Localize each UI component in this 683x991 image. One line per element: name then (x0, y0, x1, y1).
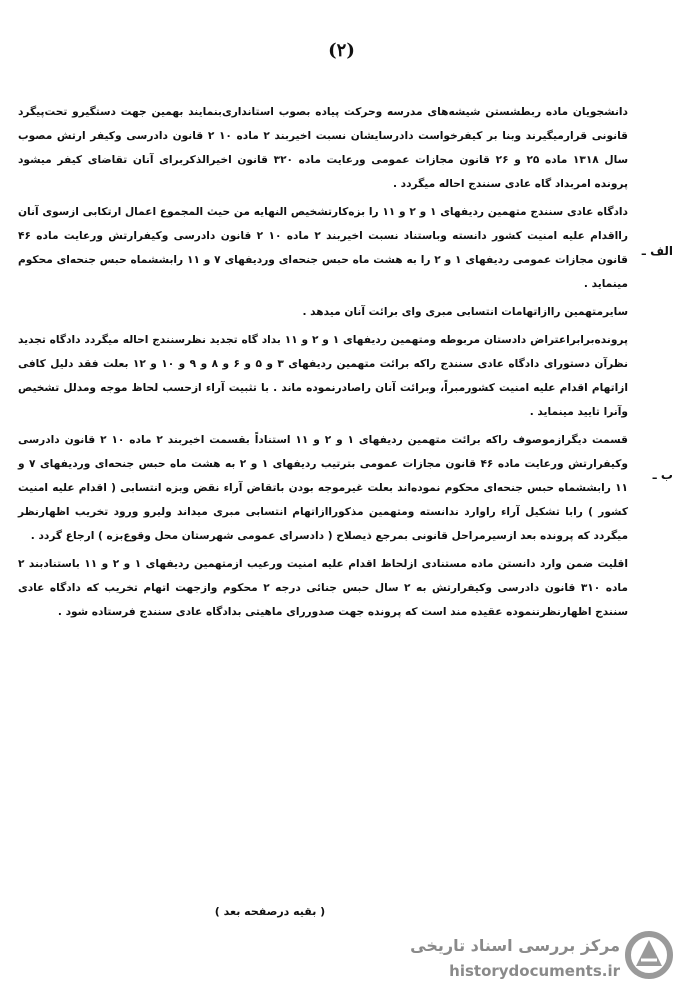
page-number: (۲) (328, 40, 355, 61)
document-body (18, 100, 628, 628)
paragraph-1: دانشجویان ماده ربطشستن شیشه‌های مدرسه وحرکت پیاده بصوب استانداری‌بنمایند بهمین جهت دستگیرو تحت‌پیگرد قانونی قرارمیگیرند وبنا بر کیفرخواست دادرسایشان نسبت اخیربند ۲ ماده ۱۰ ۲ قانون دادرسی وکیفر ارتش مصوب سال ۱۳۱۸ ماده ۲۵ و ۲۶ قانون مجازات عمومی ورعایت ماده ۳۲۰ قانون اخیرالذکربرای آنان تقاضای کیفر میشود پرونده امربداد گاه عادی سنندج احاله میگردد . (18, 106, 629, 190)
paragraph-4: پرونده‌برابراعتراض دادستان مربوطه ومتهمین ردیفهای ۱ و ۲ و ۱۱ بداد گاه تجدید نظرسنندج احاله میگردد دادگاه تجدید نظرآن دستورای دادگاه عادی سنندج راکه برائت متهمین ردیفهای ۳ و ۵ و ۶ و ۸ و ۹ و ۱۰ و ۱۲ بعلت فقد دلیل کافی ازاتهام اقدام علیه امنیت کشورمبراً، وبرائت آنان راصادرنموده ماند . با تثبیت آراء ازحسب لحاظ موجه ومدلل تشخیص وآنرا تایید مینماید . (18, 334, 629, 418)
paragraph-5: قسمت دیگرازموصوف راکه برائت متهمین ردیفهای ۱ و ۲ و ۱۱ استناداً بقسمت اخیربند ۲ ماده ۱۰ ۲ قانون دادرسی وکیفرارتش ورعایت ماده ۴۶ قانون مجازات عمومی بترتیب ردیفهای ۱ و ۲ به هشت ماه حبس جنحه‌ای وردیفهای ۷ و ۱۱ رابششماه حبس جنحه‌ای محکوم نموده‌اند بعلت غیرموجه بودن باتقاض آراء نقض وبزه انتسابی ( اقدام علیه امنیت کشور ) رابا تشکیل آراء راوارد ندانسته ومتهمین مذکوراازاتهام انتسابی مبری میداند ولیرو ورود تخریب اظهارنظر میگردد که پرونده بعد ازسیرمراحل قانونی بمرجع ذیصلاح ( دادسرای عمومی شهرستان محل وقوع‌بزه ) ارجاع گردد . (18, 434, 628, 542)
section-label-alef: الف ـ (641, 244, 673, 258)
paragraph-6: اقلیت ضمن وارد دانستن ماده مستنادی ازلحاظ اقدام علیه امنیت ورعیب ازمتهمین ردیفهای ۱ و ۲ و ۱۱ باستنادبند ۲ ماده ۳۱۰ قانون دادرسی وکیفرارتش به ۲ سال حبس جنائی درجه ۲ محکوم وازجهت اتهام تخریب که دادگاه عادی سنندج اظهارنظرننموده عقیده مند است که پرونده جهت صدوررای ماهیتی بدادگاه عادی سنندج فرستاده شود . (18, 558, 628, 618)
watermark (398, 928, 680, 988)
section-label-be: ب ـ (652, 468, 673, 482)
paragraph-3: سایرمتهمین راازاتهامات انتسابی مبری وای برائت آنان میدهد . (302, 306, 628, 318)
archive-logo-icon (624, 930, 674, 980)
paragraph-2: دادگاه عادی سنندج متهمین ردیفهای ۱ و ۲ و ۱۱ را بزه‌کارتشخیص النهایه من حیث المجموع اعمال ارتکابی ازسوی آنان رااقدام علیه امنیت کشور دانسته وباستناد نسبت اخیربند ۲ ماده ۱۰ ۲ قانون دادرسی وکیفرارتش ورعایت ماده ۴۶ قانون مجازات عمومی ردیفهای ۱ و ۲ را به هشت ماه حبس جنحه‌ای وردیفهای ۷ و ۱۱ رابششماه حبس جنحه‌ای محکوم مینماید . (18, 206, 628, 290)
watermark-url: historydocuments.ir (449, 962, 620, 980)
watermark-title: مرکز بررسی اسناد تاریخی (410, 936, 620, 955)
continued-note: ( بقیه درصفحه بعد ) (214, 905, 326, 918)
